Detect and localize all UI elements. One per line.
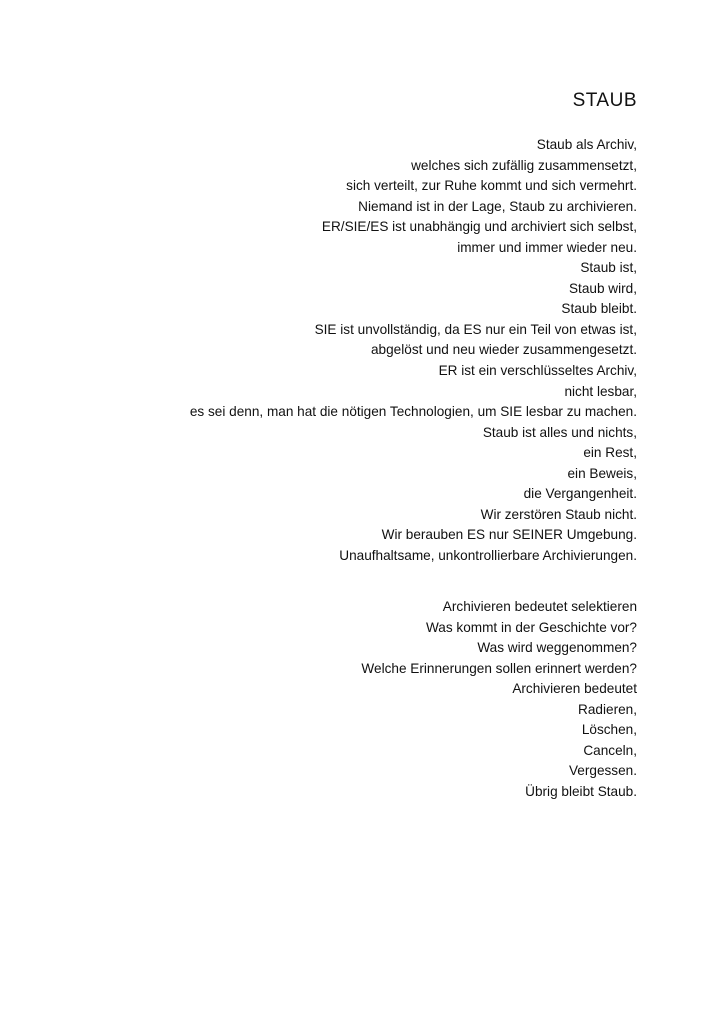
poem-line: immer und immer wieder neu. xyxy=(457,239,637,255)
poem-line: Archivieren bedeutet xyxy=(512,681,637,697)
poem-line: Staub bleibt. xyxy=(561,301,637,317)
poem-line: Was wird weggenommen? xyxy=(477,640,637,656)
poem-line: nicht lesbar, xyxy=(564,383,637,399)
poem-line: abgelöst und neu wieder zusammengesetzt. xyxy=(371,342,637,358)
poem-line: ein Beweis, xyxy=(567,465,637,481)
poem-line: es sei denn, man hat die nötigen Technologien, um SIE lesbar zu machen. xyxy=(189,404,637,420)
poem-line: Löschen, xyxy=(581,722,637,738)
poem-line: Canceln, xyxy=(583,742,637,758)
poem-line: Niemand ist in der Lage, Staub zu archivieren. xyxy=(358,198,637,214)
poem-line: Staub wird, xyxy=(568,280,637,296)
poem-line: Archivieren bedeutet selektieren xyxy=(442,599,637,614)
poem-line: ein Rest, xyxy=(583,445,637,461)
poem-line: die Vergangenheit. xyxy=(523,486,637,502)
poem-line: SIE ist unvollständig, da ES nur ein Teil von etwas ist, xyxy=(314,321,637,337)
poem-line: Was kommt in der Geschichte vor? xyxy=(425,619,637,635)
poem-line: Wir berauben ES nur SEINER Umgebung. xyxy=(381,527,637,543)
poem-line: Unaufhaltsame, unkontrollierbare Archivierungen. xyxy=(339,547,637,563)
poem-line: Welche Erinnerungen sollen erinnert werden? xyxy=(361,660,637,676)
poem-line: Wir zerstören Staub nicht. xyxy=(480,506,637,522)
poem-line: ER ist ein verschlüsseltes Archiv, xyxy=(438,363,637,379)
poem-line: Staub als Archiv, xyxy=(536,137,637,152)
poem-line: sich verteilt, zur Ruhe kommt und sich vermehrt. xyxy=(346,178,637,194)
poem-line: welches sich zufällig zusammensetzt, xyxy=(411,157,637,173)
poem-line: Vergessen. xyxy=(568,763,637,779)
poem-line: ER/SIE/ES ist unabhängig und archiviert sich selbst, xyxy=(321,219,637,235)
poem-line: Staub ist alles und nichts, xyxy=(482,424,637,440)
poem-line: Radieren, xyxy=(578,701,637,717)
poem-line: Übrig bleibt Staub. xyxy=(525,783,637,799)
poem-line: Staub ist, xyxy=(580,260,637,276)
stanza-1 xyxy=(190,135,637,566)
stanza-2 xyxy=(361,597,637,802)
poem-title: STAUB xyxy=(572,90,637,111)
